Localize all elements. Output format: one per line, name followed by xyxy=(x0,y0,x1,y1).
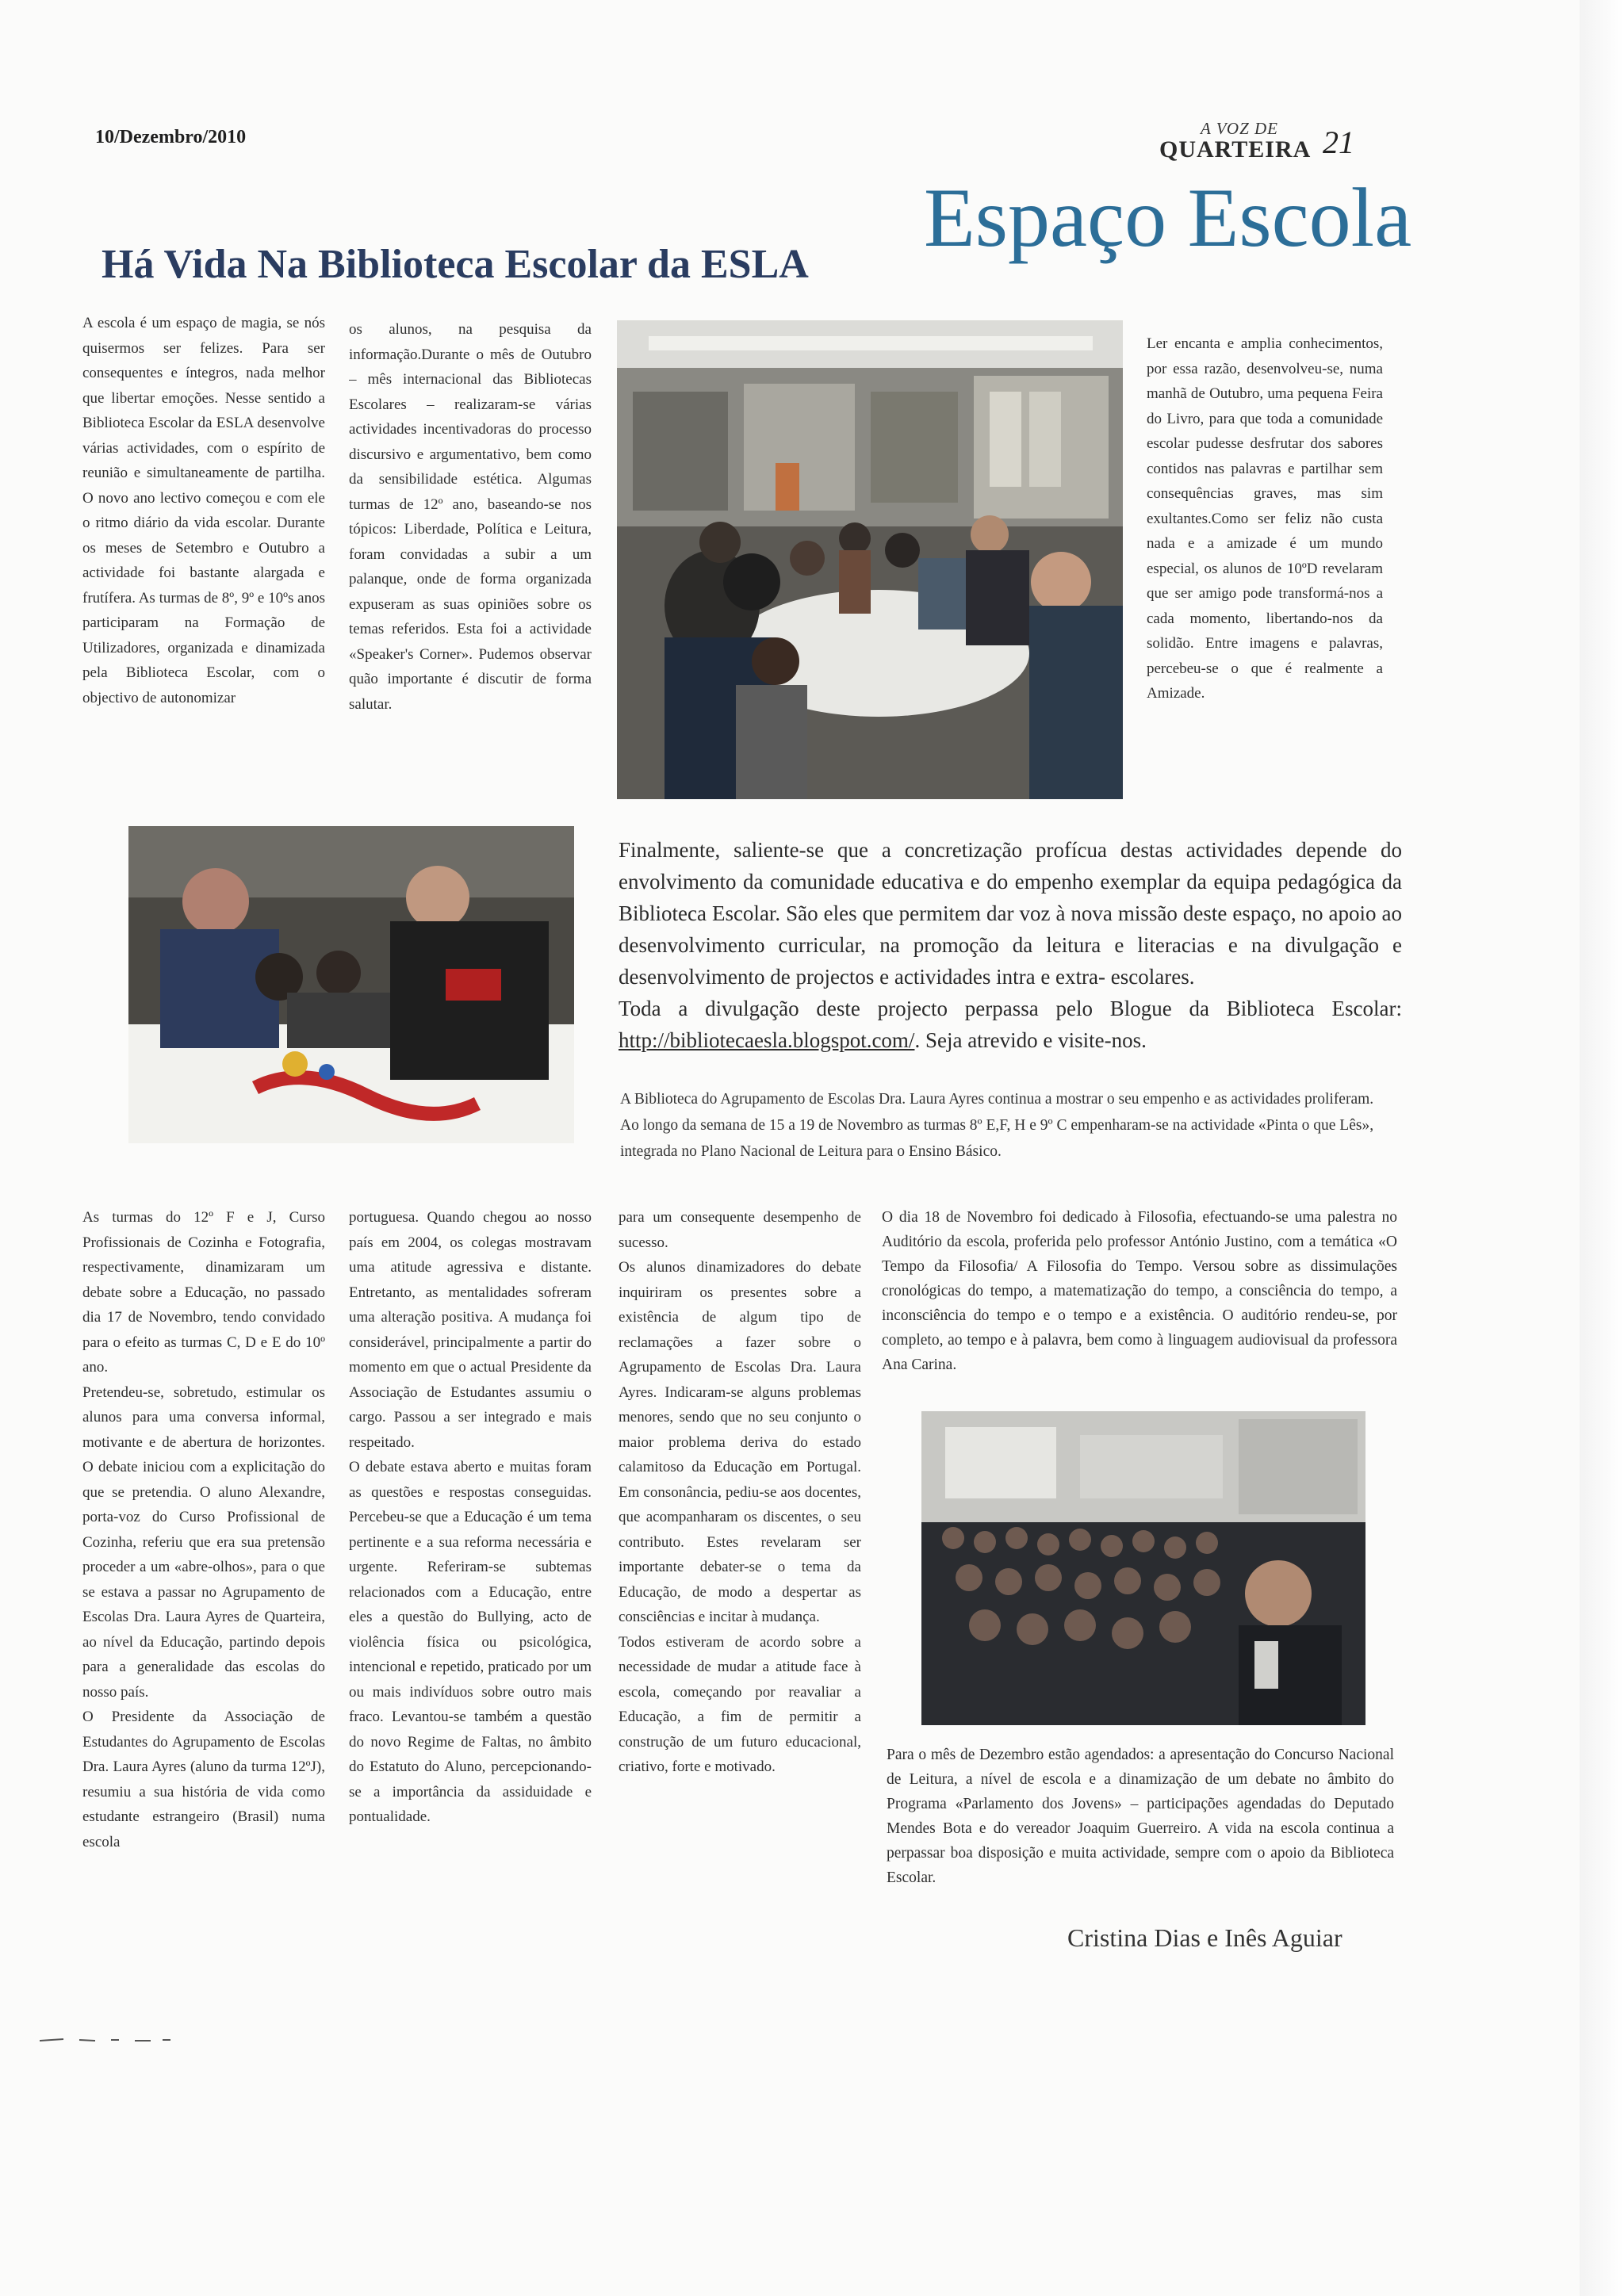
december-agenda xyxy=(887,1743,1394,1901)
library-scene xyxy=(617,320,1123,799)
article-column-2 xyxy=(349,317,592,825)
masthead-prefix: A VOZ DE xyxy=(1201,119,1278,138)
notice-line-1: A Biblioteca do Agrupamento de Escolas Dra. Laura Ayres continua a mostrar o seu empenho e as actividades proliferam. xyxy=(620,1091,1374,1108)
filosofia-column xyxy=(882,1205,1397,1395)
auditorium-photo xyxy=(921,1411,1365,1725)
section-title: Espaço Escola xyxy=(924,171,1412,264)
article-column-1 xyxy=(82,311,325,802)
debate-col1-para2: Pretendeu-se, sobretudo, estimular os alunos para uma conversa informal, motivante e de abertura de horizontes. O debate iniciou com a explicitação do que se pretendia. O aluno Alexandre, porta-voz do Curso Profissional de Cozinha, referiu que era sua pretensão proceder a um «abre-olhos», para o que se estava a passar no Agrupamento de Escolas Dra. Laura Ayres de Quarteira, ao nível da Educação, partindo depois para a generalidade das escolas do nosso país. xyxy=(82,1383,325,1701)
auditorium-scene xyxy=(921,1411,1365,1725)
students-scene xyxy=(128,826,574,1143)
column-right-text: Ler encanta e amplia conhecimentos, por essa razão, desenvolveu-se, numa manhã de Outubro, uma pequena Feira do Livro, para que toda a comunidade escolar pudesse desfrutar dos sabores contidos nas palavras e partilhar sem consequências graves, mas sim exultantes.Como ser feliz não custa nada e a amizade é um mundo especial, os alunos de 10ºD revelaram que ser amigo pode transformá-nos a cada momento, libertando-nos da solidão. Entre imagens e palavras, percebeu-se o que é realmente a Amizade. xyxy=(1147,335,1383,702)
byline: Cristina Dias e Inês Aguiar xyxy=(1067,1923,1342,1952)
debate-col1-para1: As turmas do 12º F e J, Curso Profissionais de Cozinha e Fotografia, respectivamente, dinamizaram um debate sobre a Educação, no passado dia 17 de Novembro, tendo convidado para o efeito as turmas C, D e E do 10º ano. xyxy=(82,1209,325,1376)
notice-line-2: Ao longo da semana de 15 a 19 de Novembro as turmas 8º E,F, H e 9º C empenharam-se na actividade «Pinta o que Lês», integrada no Plano Nacional de Leitura para o Ensino Básico. xyxy=(620,1117,1374,1160)
masthead-name: QUARTEIRA xyxy=(1159,136,1312,163)
debate-col3-para1: para um consequente desempenho de sucesso. xyxy=(619,1209,861,1251)
students-photo xyxy=(128,826,574,1143)
closing-paragraph xyxy=(619,834,1402,1056)
debate-column-1 xyxy=(82,1205,325,2006)
debate-col3-para3: Todos estiveram de acordo sobre a necessidade de mudar a atitude face à escola, começando por reavaliar a Educação, a fim de permitir a construção de um futuro educacional, criativo, forte e motivado. xyxy=(619,1633,861,1775)
agrupamento-notice xyxy=(620,1086,1405,1189)
page-edge xyxy=(1580,0,1624,2296)
debate-col2-para2: O debate estava aberto e muitas foram as questões e respostas conseguidas. Percebeu-se que a Educação é um tema pertinente e a sua reforma necessária e urgente. Referiram-se subtemas relacionados com a Educação, entre eles a questão do Bullying, acto de violência física ou psicológica, intencional e repetido, praticado por um ou mais indivíduos sobre outro mais fraco. Levantou-se também a questão do novo Regime de Faltas, no âmbito do Estatuto do Aluno, percepcionando-se a importância da assiduidade e pontualidade. xyxy=(349,1459,592,1825)
library-photo xyxy=(617,320,1123,799)
filosofia-text: O dia 18 de Novembro foi dedicado à Filosofia, efectuando-se uma palestra no Auditório da escola, proferida pelo professor António Justino, com a temática «O Tempo da Filosofia/ A Filosofia do Tempo. Versou sobre as dissimulações cronológicas do tempo, a matematização do tempo, a consciência do tempo, a inconsciência do tempo e o tempo e a existência. O auditório rendeu-se, por completo, ao tempo e à palavra, bem como à linguagem audiovisual da professora Ana Carina. xyxy=(882,1209,1397,1373)
pen-mark xyxy=(40,2036,174,2044)
article-column-right xyxy=(1147,331,1383,807)
debate-column-3 xyxy=(619,1205,861,1903)
debate-col1-para3: O Presidente da Associação de Estudantes do Agrupamento de Escolas Dra. Laura Ayres (aluno da turma 12ºJ), resumiu a sua história de vida como estudante estrangeiro (Brasil) numa escola xyxy=(82,1709,325,1850)
closing-text: Finalmente, saliente-se que a concretização profícua destas actividades depende do envolvimento da comunidade educativa e do empenho exemplar da equipa pedagógica da Biblioteca Escolar. São eles que permitem dar voz à nova missão deste espaço, no apoio ao desenvolvimento curricular, na promoção da leitura e literacias e na divulgação e desenvolvimento de projectos e actividades intra e extra- escolares. xyxy=(619,838,1402,989)
blog-intro: Toda a divulgação deste projecto perpassa pelo Blogue da Biblioteca Escolar: xyxy=(619,997,1402,1020)
debate-col3-para2: Os alunos dinamizadores do debate inquiriram os presentes sobre a existência de algum tipo de reclamações a fazer sobre o Agrupamento de Escolas Dra. Laura Ayres. Indicaram-se alguns problemas menores, sendo que no seu conjunto o maior problema deriva do estado calamitoso da Educação em Portugal. Em consonância, pediu-se aos docentes, que acompanharam os discentes, o seu contributo. Estes revelaram ser importante debater-se o tema da Educação, de modo a despertar as consciências e incitar à mudança. xyxy=(619,1259,861,1625)
page-number: 21 xyxy=(1323,124,1354,160)
column-1-text: A escola é um espaço de magia, se nós quisermos ser felizes. Para ser consequentes e íntegros, nada melhor que libertar emoções. Nesse sentido a Biblioteca Escolar da ESLA desenvolve várias actividades, com o espírito de reunião e simultaneamente de partilha. O novo ano lectivo começou e com ele o ritmo diário da vida escolar. Durante os meses de Setembro e Outubro a actividade foi bastante alargada e frutífera. As turmas de 8º, 9º e 10ºs anos participaram na Formação de Utilizadores, organizada e dinamizada pela Biblioteca Escolar, com o objectivo de autonomizar xyxy=(82,315,325,706)
blog-line xyxy=(619,993,1402,1056)
blog-link[interactable]: http://bibliotecaesla.blogspot.com/ xyxy=(619,1028,915,1052)
column-2-text: os alunos, na pesquisa da informação.Durante o mês de Outubro – mês internacional das Bibliotecas Escolares – realizaram-se várias actividades incentivadoras do processo discursivo e argumentativo, bem como da sensibilidade estética. Algumas turmas de 12º ano, baseando-se nos tópicos: Liberdade, Política e Leitura, foram convidadas a subir a um palanque, onde de forma organizada expuseram as suas opiniões sobre os temas referidos. Esta foi a actividade «Speaker's Corner». Pudemos observar quão importante é discutir de forma salutar. xyxy=(349,321,592,713)
issue-date: 10/Dezembro/2010 xyxy=(95,127,247,147)
december-text: Para o mês de Dezembro estão agendados: a apresentação do Concurso Nacional de Leitura, a nível de escola e a dinamização de um debate no âmbito do Programa «Parlamento dos Jovens» – participações agendadas do Deputado Mendes Bota e do vereador Joaquim Guerreiro. A vida na escola continua a perpassar boa disposição e muita actividade, sempre com o apoio da Biblioteca Escolar. xyxy=(887,1747,1394,1886)
debate-col2-para1: portuguesa. Quando chegou ao nosso país em 2004, os colegas mostravam uma atitude agressiva e distante. Entretanto, as mentalidades sofreram uma alteração positiva. A mudança foi considerável, principalmente a partir do momento em que o actual Presidente da Associação de Estudantes assumiu o cargo. Passou a ser integrado e mais respeitado. xyxy=(349,1209,592,1451)
debate-column-2 xyxy=(349,1205,592,1990)
article-headline: Há Vida Na Biblioteca Escolar da ESLA xyxy=(102,242,809,287)
blog-outro: . Seja atrevido e visite-nos. xyxy=(914,1028,1147,1052)
